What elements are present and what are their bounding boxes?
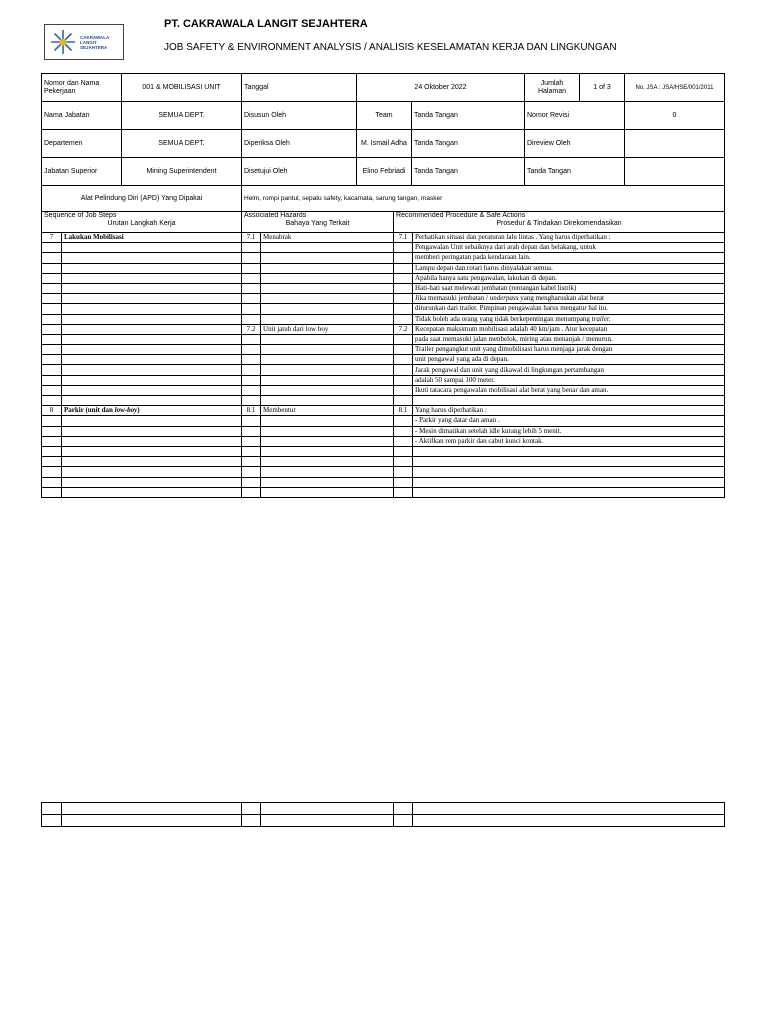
action-text: Perhatikan situasi dan peraturan lalu lintas . Yang harus diperhatikan : xyxy=(413,233,725,243)
hazard-text: Membentur xyxy=(261,406,394,416)
step-number xyxy=(42,283,62,293)
footer-row xyxy=(42,803,725,815)
table-row xyxy=(42,446,725,456)
prepared-label: Disusun Oleh xyxy=(242,102,357,130)
step-text xyxy=(62,253,242,263)
action-number: 7.2 xyxy=(394,324,413,334)
checked-label: Diperiksa Oleh xyxy=(242,130,357,158)
hazard-text xyxy=(261,355,394,365)
revision-label: Nomor Revisi xyxy=(525,102,625,130)
prepared-value: Team xyxy=(357,102,412,130)
hazard-number xyxy=(242,304,261,314)
action-text: - Mesin dimatikan setelah idle kurang lebih 5 menit. xyxy=(413,426,725,436)
table-row xyxy=(42,294,725,304)
review-label: Direview Oleh xyxy=(525,130,625,158)
step-number xyxy=(42,436,62,446)
apd-label: Alat Pelindung Diri (APD) Yang Dipakai xyxy=(42,186,242,212)
table-row xyxy=(42,477,725,487)
table-row xyxy=(42,253,725,263)
table-row xyxy=(42,324,725,334)
action-text xyxy=(413,487,725,497)
position-label: Nama Jabatan xyxy=(42,102,122,130)
jsa-number: No. JSA : JSA/HSE/001/2011 xyxy=(625,74,725,102)
table-row xyxy=(42,263,725,273)
company-logo xyxy=(44,24,124,60)
hazard-number xyxy=(242,314,261,324)
action-text: Ikuti tatacara pengawalan mobilisasi alat berat yang benar dan aman. xyxy=(413,385,725,395)
step-text xyxy=(62,324,242,334)
approved-signature: Tanda Tangan xyxy=(412,158,525,186)
table-row xyxy=(42,396,725,406)
action-text: - Parkir yang datar dan aman . xyxy=(413,416,725,426)
job-label: Nomor dan Nama Pekerjaan xyxy=(42,74,122,102)
step-text xyxy=(62,294,242,304)
table-row xyxy=(42,283,725,293)
action-text xyxy=(413,467,725,477)
final-signature-value xyxy=(625,158,725,186)
table-row xyxy=(42,426,725,436)
step-number xyxy=(42,446,62,456)
footer-row xyxy=(42,815,725,827)
hazard-number xyxy=(242,345,261,355)
action-text: Hati-hati saat melewati jembatan (rentangan kabel listrik) xyxy=(413,283,725,293)
step-text xyxy=(62,334,242,344)
step-number xyxy=(42,457,62,467)
hazard-text xyxy=(261,283,394,293)
star-logo-icon xyxy=(49,28,77,56)
hazard-number xyxy=(242,477,261,487)
table-row xyxy=(42,273,725,283)
action-number xyxy=(394,426,413,436)
step-text xyxy=(62,283,242,293)
hazard-text xyxy=(261,385,394,395)
step-number xyxy=(42,355,62,365)
action-text: adalah 50 sampai 100 meter. xyxy=(413,375,725,385)
step-number xyxy=(42,365,62,375)
table-row xyxy=(42,385,725,395)
hazard-text xyxy=(261,375,394,385)
date-label: Tanggal xyxy=(242,74,357,102)
step-number xyxy=(42,304,62,314)
step-number xyxy=(42,467,62,477)
hazard-number xyxy=(242,355,261,365)
table-row xyxy=(42,355,725,365)
table-row xyxy=(42,457,725,467)
position-value: SEMUA DEPT. xyxy=(122,102,242,130)
step-number xyxy=(42,477,62,487)
table-row xyxy=(42,487,725,497)
step-number xyxy=(42,426,62,436)
approved-label: Disetujui Oleh xyxy=(242,158,357,186)
table-row xyxy=(42,416,725,426)
action-number: 8.1 xyxy=(394,406,413,416)
hazard-number xyxy=(242,457,261,467)
revision-value: 0 xyxy=(625,102,725,130)
step-text: Parkir (unit dan low-boy) xyxy=(62,406,242,416)
hazard-text xyxy=(261,426,394,436)
hazard-text xyxy=(261,243,394,253)
step-number: 7 xyxy=(42,233,62,243)
action-text xyxy=(413,457,725,467)
hazard-text: Unit jatuh dari low boy xyxy=(261,324,394,334)
step-number xyxy=(42,345,62,355)
footer-table xyxy=(41,802,725,827)
step-text xyxy=(62,416,242,426)
action-number: 7.1 xyxy=(394,233,413,243)
action-text: Lampu depan dan rotari harus dinyalakan semua. xyxy=(413,263,725,273)
action-text: pada saat memasuki jalan menbelok, miring atau menanjak / menurun. xyxy=(413,334,725,344)
action-text: Jarak pengawal dan unit yang dikawal di lingkungan pertambangan xyxy=(413,365,725,375)
step-number xyxy=(42,334,62,344)
step-text xyxy=(62,446,242,456)
action-number xyxy=(394,263,413,273)
table-row xyxy=(42,345,725,355)
action-number xyxy=(394,283,413,293)
table-row xyxy=(42,233,725,243)
step-number xyxy=(42,416,62,426)
step-text xyxy=(62,273,242,283)
step-number xyxy=(42,273,62,283)
approved-value: Elino Febriadi xyxy=(357,158,412,186)
table-row xyxy=(42,314,725,324)
hazard-text xyxy=(261,467,394,477)
hazard-text: Menabrak xyxy=(261,233,394,243)
hazard-number xyxy=(242,243,261,253)
action-number xyxy=(394,385,413,395)
hazard-number: 8.1 xyxy=(242,406,261,416)
hazard-text xyxy=(261,263,394,273)
table-row xyxy=(42,436,725,446)
step-text xyxy=(62,396,242,406)
action-text xyxy=(413,477,725,487)
date-value: 24 Oktober 2022 xyxy=(357,74,525,102)
action-number xyxy=(394,345,413,355)
action-number xyxy=(394,487,413,497)
step-number xyxy=(42,487,62,497)
hazard-number xyxy=(242,365,261,375)
action-number xyxy=(394,375,413,385)
info-table xyxy=(41,73,725,212)
hazard-text xyxy=(261,446,394,456)
action-number xyxy=(394,253,413,263)
step-number: 8 xyxy=(42,406,62,416)
hazard-text xyxy=(261,273,394,283)
step-text xyxy=(62,304,242,314)
action-text: Jika memasuki jembatan / underpass yang mengharuskan alat berat xyxy=(413,294,725,304)
action-number xyxy=(394,355,413,365)
actions-column-header: Recommended Procedure & Safe Actions Prosedur & Tindakan Direkomendasikan xyxy=(394,212,725,233)
action-text xyxy=(413,446,725,456)
checked-value: M. Ismail Adha xyxy=(357,130,412,158)
table-row xyxy=(42,467,725,477)
hazard-number xyxy=(242,416,261,426)
hazard-text xyxy=(261,416,394,426)
action-text xyxy=(413,396,725,406)
action-number xyxy=(394,446,413,456)
action-number xyxy=(394,243,413,253)
action-text: unit pengawal yang ada di depan. xyxy=(413,355,725,365)
hazard-number xyxy=(242,253,261,263)
hazard-number xyxy=(242,273,261,283)
steps-column-header: Sequence of Job Steps Urutan Langkah Kerja xyxy=(42,212,242,233)
step-text xyxy=(62,487,242,497)
hazard-number xyxy=(242,426,261,436)
action-text: Tidak boleh ada orang yang tidak berkepentingan menumpang trailer. xyxy=(413,314,725,324)
hazard-text xyxy=(261,365,394,375)
superior-value: Mining Superintendent xyxy=(122,158,242,186)
hazard-number xyxy=(242,487,261,497)
review-value xyxy=(625,130,725,158)
document-title: JOB SAFETY & ENVIRONMENT ANALYSIS / ANALISIS KESELAMATAN KERJA DAN LINGKUNGAN xyxy=(164,42,617,53)
step-number xyxy=(42,263,62,273)
final-signature-label: Tanda Tangan xyxy=(525,158,625,186)
step-number xyxy=(42,253,62,263)
checked-signature: Tanda Tangan xyxy=(412,130,525,158)
hazard-number xyxy=(242,283,261,293)
hazard-number xyxy=(242,263,261,273)
action-text: Pengawalan Unit sebaiknya dari arah depan dan belakang, untuk xyxy=(413,243,725,253)
hazard-text xyxy=(261,396,394,406)
step-text xyxy=(62,477,242,487)
job-steps-table xyxy=(41,211,725,498)
action-number xyxy=(394,334,413,344)
step-text xyxy=(62,375,242,385)
superior-label: Jabatan Superior xyxy=(42,158,122,186)
hazard-number xyxy=(242,396,261,406)
step-number xyxy=(42,294,62,304)
step-text xyxy=(62,426,242,436)
table-row xyxy=(42,406,725,416)
action-number xyxy=(394,273,413,283)
action-number xyxy=(394,467,413,477)
company-name: PT. CAKRAWALA LANGIT SEJAHTERA xyxy=(164,18,368,30)
logo-text: CAKRAWALA LANGIT SEJAHTERA xyxy=(80,34,110,50)
step-text xyxy=(62,365,242,375)
action-number xyxy=(394,294,413,304)
table-row xyxy=(42,243,725,253)
action-text: memberi peringatan pada kendaraan lain. xyxy=(413,253,725,263)
hazard-text xyxy=(261,345,394,355)
step-number xyxy=(42,243,62,253)
action-text: Kecepatan maksimum mobilisasi adalah 40 km/jam . Atur kecepatan xyxy=(413,324,725,334)
action-text: - Aktifkan rem parkir dan cabut kunci kontak. xyxy=(413,436,725,446)
pages-value: 1 of 3 xyxy=(580,74,625,102)
action-number xyxy=(394,314,413,324)
hazard-text xyxy=(261,457,394,467)
action-text: Trailer pengangkut unit yang dimobilisasi harus menjaga jarak dengan xyxy=(413,345,725,355)
step-number xyxy=(42,314,62,324)
table-row xyxy=(42,304,725,314)
apd-value: Helm, rompi pantul, sepatu safety, kacamata, sarung tangan, masker xyxy=(242,186,725,212)
hazard-number xyxy=(242,467,261,477)
hazard-text xyxy=(261,294,394,304)
hazard-text xyxy=(261,487,394,497)
action-number xyxy=(394,457,413,467)
action-number xyxy=(394,365,413,375)
step-text xyxy=(62,436,242,446)
action-text: Apabila hanya satu pengawalan, lakukan di depan. xyxy=(413,273,725,283)
hazard-number xyxy=(242,446,261,456)
hazard-text xyxy=(261,314,394,324)
table-row xyxy=(42,334,725,344)
step-number xyxy=(42,324,62,334)
dept-label: Departemen xyxy=(42,130,122,158)
step-number xyxy=(42,375,62,385)
step-number xyxy=(42,385,62,395)
hazard-text xyxy=(261,436,394,446)
action-number xyxy=(394,396,413,406)
hazards-column-header: Associated Hazards Bahaya Yang Terkait xyxy=(242,212,394,233)
step-text xyxy=(62,355,242,365)
table-row xyxy=(42,375,725,385)
hazard-number: 7.2 xyxy=(242,324,261,334)
hazard-text xyxy=(261,334,394,344)
step-number xyxy=(42,396,62,406)
job-value: 001 & MOBILISASI UNIT xyxy=(122,74,242,102)
step-text xyxy=(62,467,242,477)
step-text xyxy=(62,263,242,273)
hazard-text xyxy=(261,477,394,487)
action-number xyxy=(394,416,413,426)
step-text xyxy=(62,243,242,253)
hazard-number xyxy=(242,385,261,395)
hazard-text xyxy=(261,304,394,314)
step-text xyxy=(62,457,242,467)
prepared-signature: Tanda Tangan xyxy=(412,102,525,130)
hazard-number: 7.1 xyxy=(242,233,261,243)
action-number xyxy=(394,436,413,446)
table-row xyxy=(42,365,725,375)
step-text xyxy=(62,385,242,395)
pages-label: Jumlah Halaman xyxy=(525,74,580,102)
step-text xyxy=(62,345,242,355)
hazard-number xyxy=(242,375,261,385)
action-text: Yang harus diperhatikan : xyxy=(413,406,725,416)
action-number xyxy=(394,477,413,487)
dept-value: SEMUA DEPT. xyxy=(122,130,242,158)
step-text xyxy=(62,314,242,324)
hazard-number xyxy=(242,334,261,344)
hazard-text xyxy=(261,253,394,263)
action-text: diturunkan dari trailer. Pimpinan pengawalan harus mengatur hal itu. xyxy=(413,304,725,314)
step-text: Lakukan Mobilisasi xyxy=(62,233,242,243)
hazard-number xyxy=(242,294,261,304)
hazard-number xyxy=(242,436,261,446)
action-number xyxy=(394,304,413,314)
